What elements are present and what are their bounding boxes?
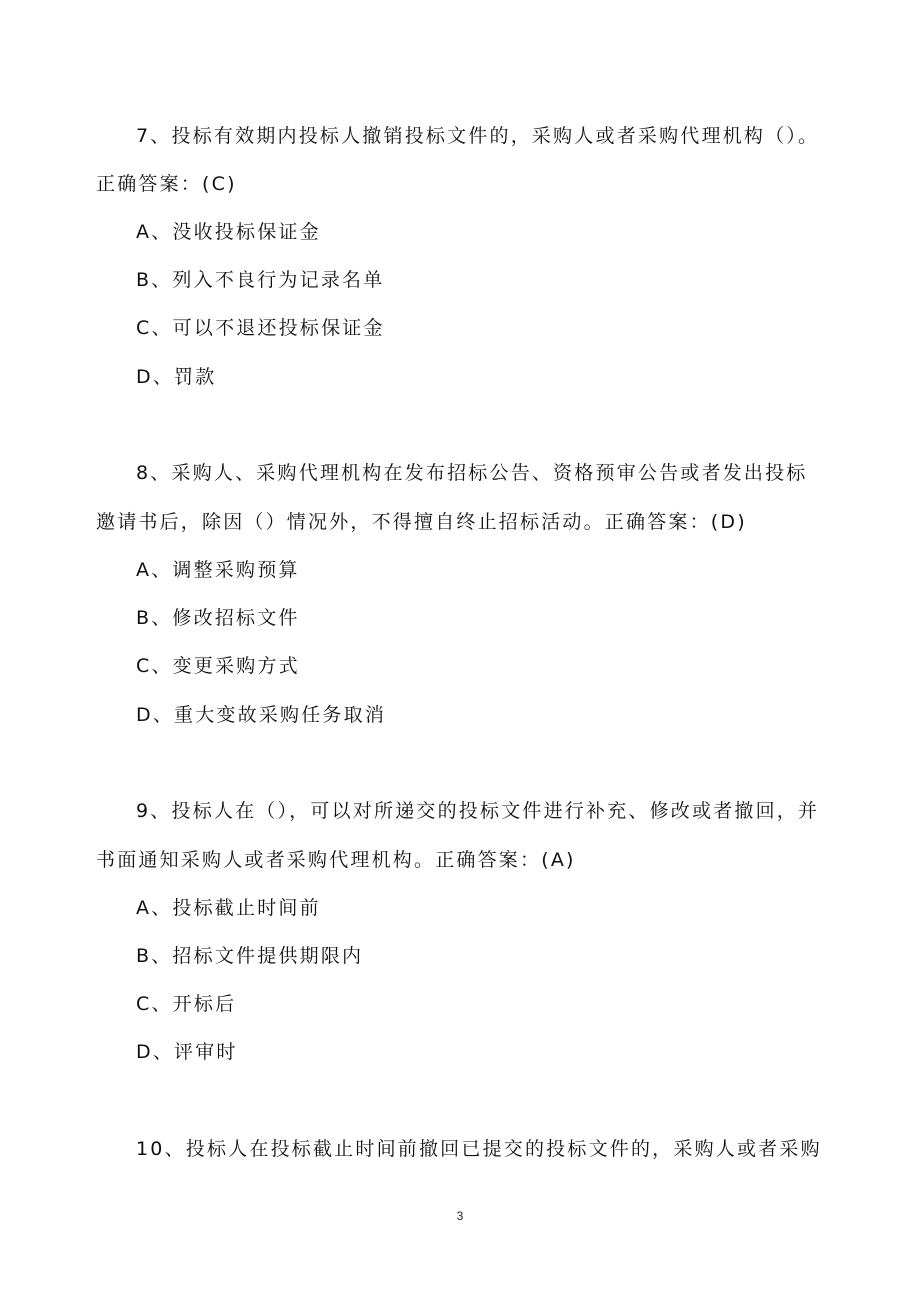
question-7-option-d: D、罚款 <box>136 366 217 388</box>
page-number: 3 <box>456 1209 464 1223</box>
question-9-option-c: C、开标后 <box>136 993 237 1015</box>
question-8-option-b: B、修改招标文件 <box>136 607 300 629</box>
question-7-text: 7、投标有效期内投标人撤销投标文件的，采购人或者采购代理机构（）。 <box>136 125 820 147</box>
question-8-answer: 邀请书后，除因（）情况外，不得擅自终止招标活动。正确答案：(D) <box>96 511 747 533</box>
question-9-option-b: B、招标文件提供期限内 <box>136 945 364 967</box>
question-9-text: 9、投标人在（），可以对所递交的投标文件进行补充、修改或者撤回，并 <box>136 800 820 822</box>
question-7-option-c: C、可以不退还投标保证金 <box>136 317 385 339</box>
question-8-option-c: C、变更采购方式 <box>136 655 300 677</box>
question-9-answer: 书面通知采购人或者采购代理机构。正确答案：(A) <box>96 849 576 871</box>
question-8-option-d: D、重大变故采购任务取消 <box>136 704 387 726</box>
question-7-answer: 正确答案：(C) <box>96 173 237 195</box>
question-10-text: 10、投标人在投标截止时间前撤回已提交的投标文件的，采购人或者采购 <box>136 1138 822 1160</box>
question-8-option-a: A、调整采购预算 <box>136 559 300 581</box>
question-9-option-d: D、评审时 <box>136 1041 238 1063</box>
question-7-option-a: A、没收投标保证金 <box>136 221 321 243</box>
question-9-option-a: A、投标截止时间前 <box>136 897 321 919</box>
question-8-text: 8、采购人、采购代理机构在发布招标公告、资格预审公告或者发出投标 <box>136 462 808 484</box>
question-7-option-b: B、列入不良行为记录名单 <box>136 269 385 291</box>
